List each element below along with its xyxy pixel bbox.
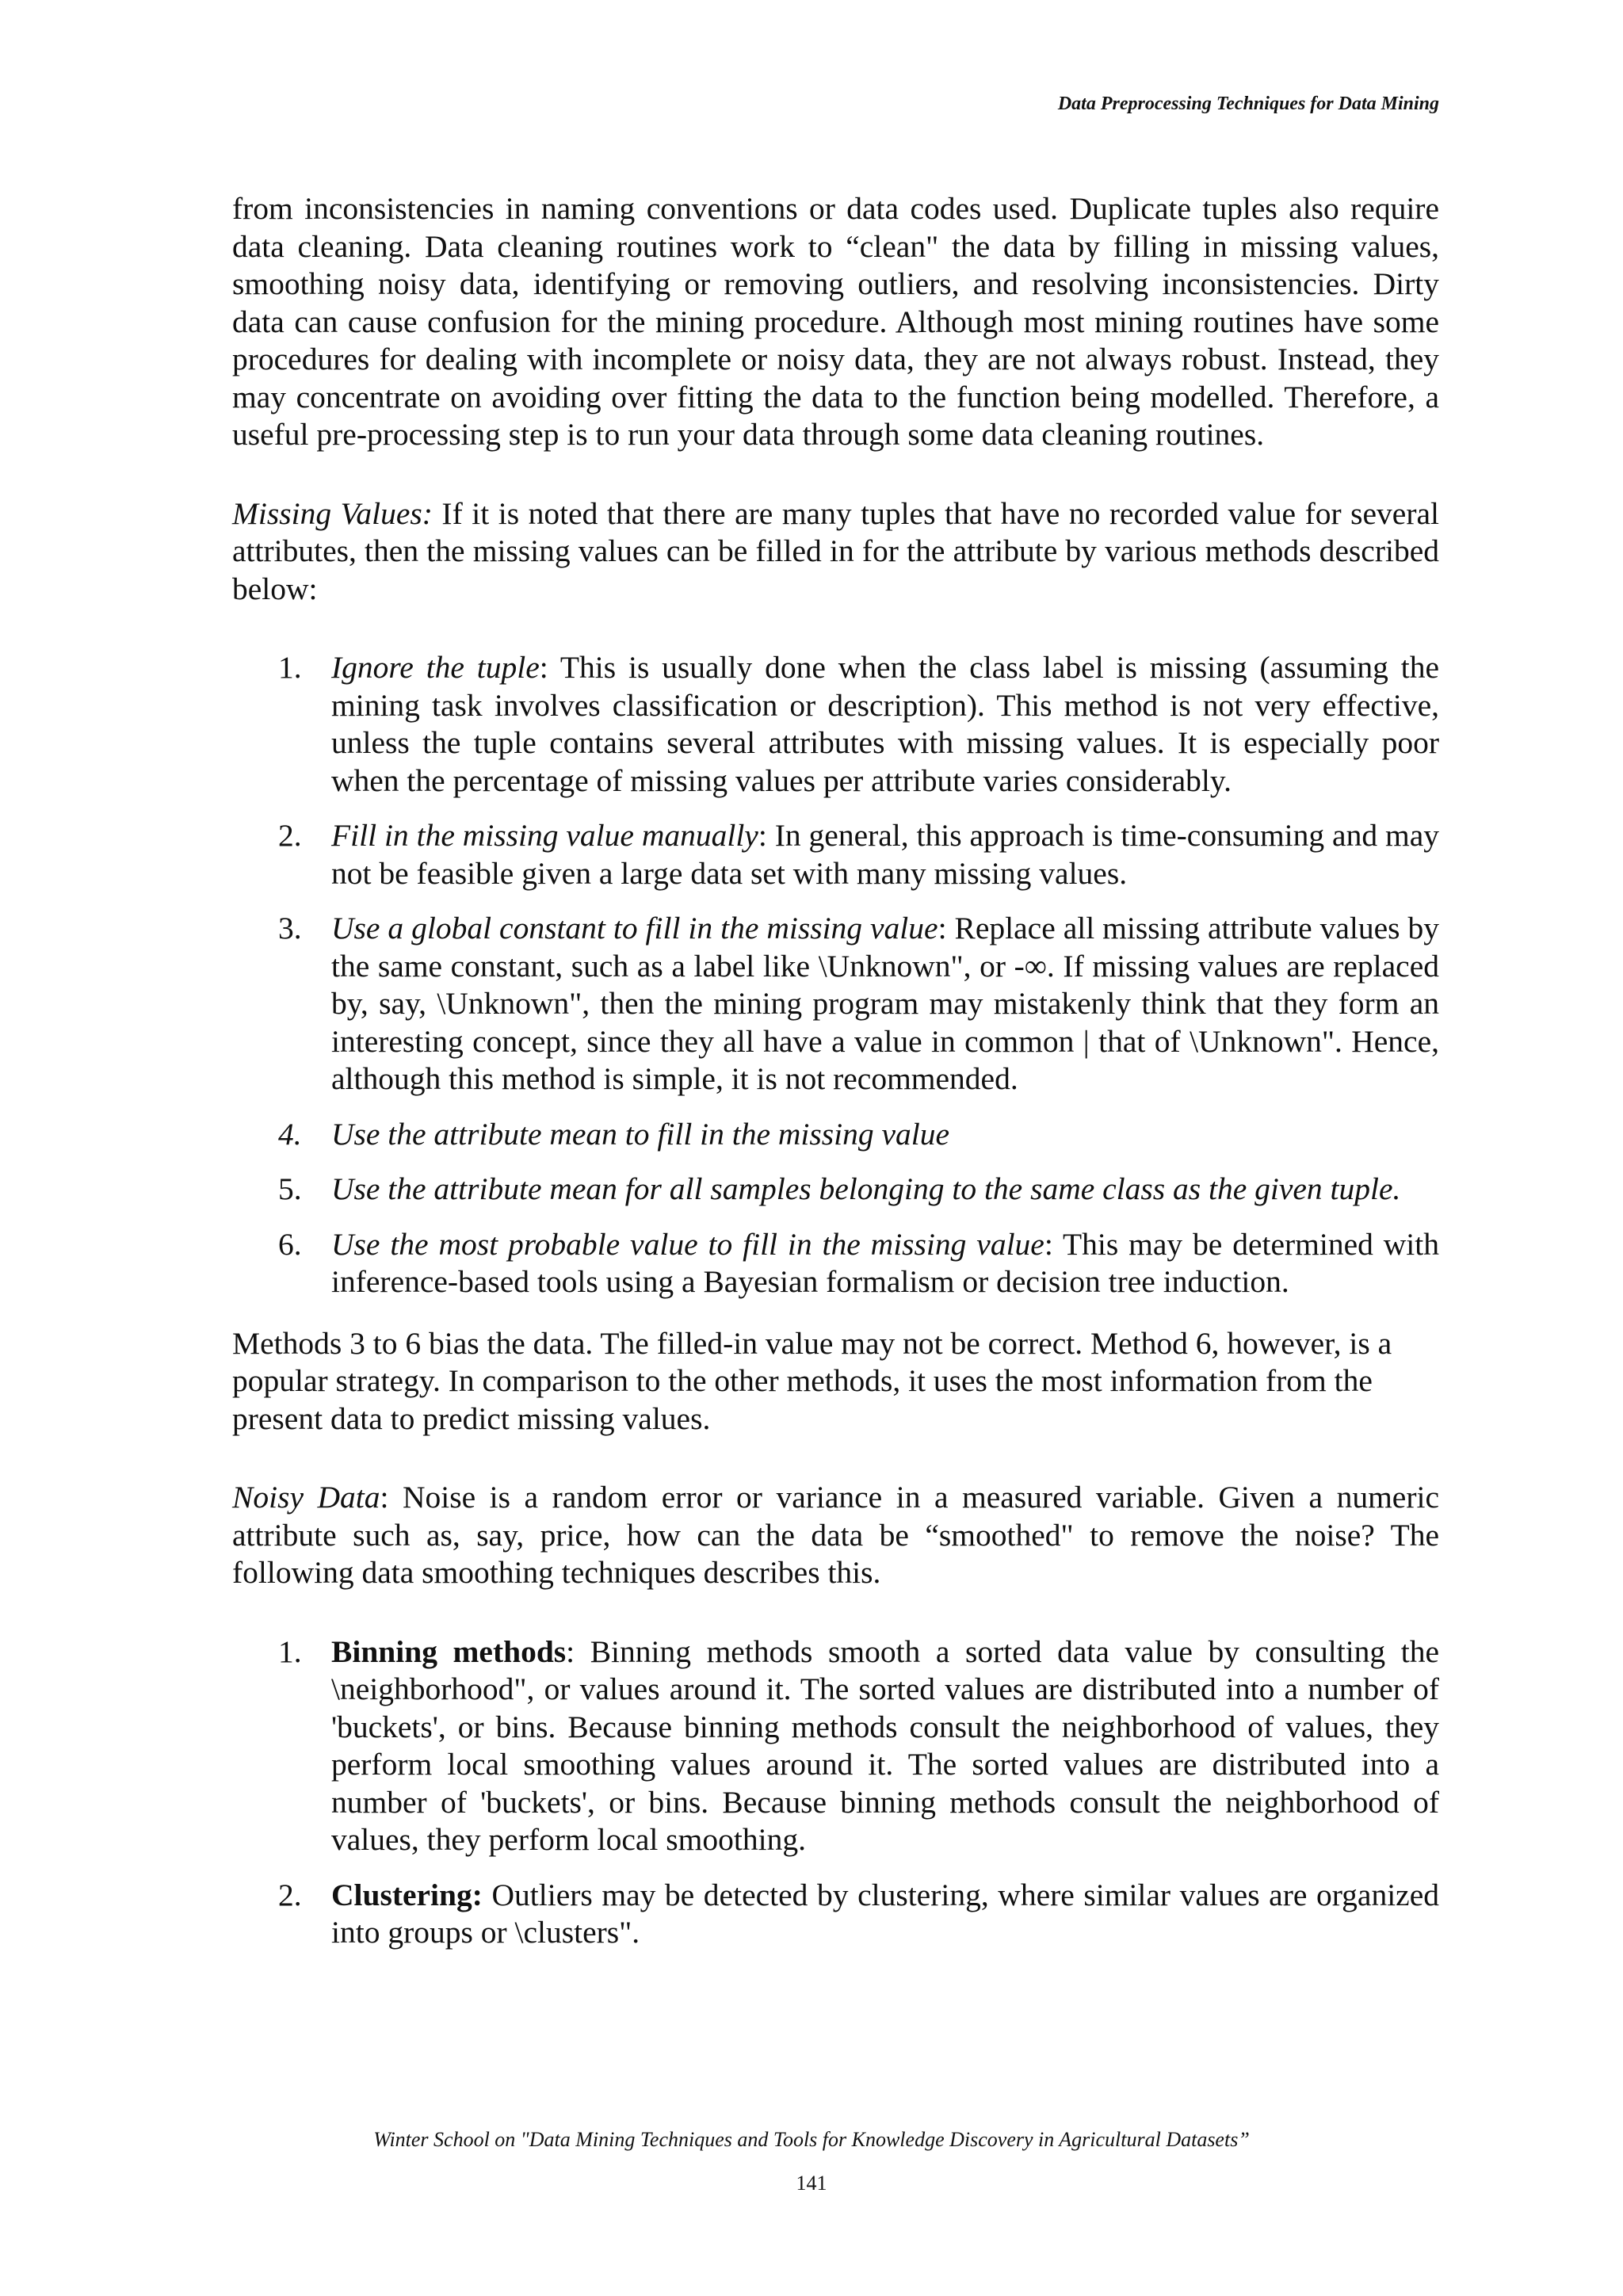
item-text: : This may be determined with inference-based tools using a Bayesian formalism or decision tree induction. — [331, 1226, 1439, 1299]
item-text: Outliers may be detected by clustering, where similar values are organized into groups or \clusters". — [331, 1877, 1439, 1950]
item-text: : In general, this approach is time-consuming and may not be feasible given a large data set with many missing values. — [331, 818, 1439, 891]
footer: Winter School on "Data Mining Techniques and Tools for Knowledge Discovery in Agricultural Datasets” — [373, 2128, 1250, 2151]
list-item — [232, 1116, 1439, 1154]
running-head: Data Preprocessing Techniques for Data Mining — [1057, 94, 1439, 114]
list-item — [232, 1877, 1439, 1952]
list-number: 5. — [278, 1171, 302, 1206]
noisy-data-text: : Noise is a random error or variance in a measured variable. Given a numeric attribute such as, say, price, how can the data be “smoothed" to remove the noise? The following data smoothing techniques describes this. — [232, 1480, 1439, 1590]
noisy-data-list — [232, 1633, 1439, 1952]
noisy-data-label: Noisy Data — [232, 1480, 380, 1515]
page-body — [232, 190, 1439, 1969]
list-item — [232, 649, 1439, 800]
page-number: 141 — [796, 2172, 827, 2195]
item-title: Clustering: — [331, 1877, 483, 1912]
list-number: 2. — [278, 818, 302, 853]
list-item — [232, 910, 1439, 1098]
methods-paragraph: Methods 3 to 6 bias the data. The filled-in value may not be correct. Method 6, however, is a popular strategy. In comparison to the other methods, it uses the most information from the present data to predict missing values. — [232, 1325, 1392, 1436]
missing-values-label: Missing Values: — [232, 495, 433, 531]
list-item — [232, 1171, 1439, 1209]
item-text: : Replace all missing attribute values by the same constant, such as a label like \Unknown", or -∞. If missing values are replaced by, say, \Unknown", then the mining program may mistakenly think that they form an interesting concept, since they all have a value in common | that of \Unknown". Hence, although this method is simple, it is not recommended. — [331, 911, 1439, 1096]
noisy-data-paragraph — [232, 1479, 1439, 1592]
list-number: 2. — [278, 1877, 302, 1912]
item-title: Ignore the tuple — [331, 650, 540, 685]
item-title: Use the attribute mean to fill in the missing value — [331, 1116, 950, 1152]
list-number: 4. — [278, 1116, 302, 1152]
item-title: Use the most probable value to fill in the missing value — [331, 1226, 1044, 1262]
list-number: 1. — [278, 1633, 302, 1669]
list-number: 1. — [278, 650, 302, 685]
item-title: Use a global constant to fill in the missing value — [331, 911, 938, 946]
item-text: : Binning methods smooth a sorted data value by consulting the \neighborhood", or values around it. The sorted values are distributed into a number of 'buckets', or bins. Because binning methods consult the neighborhood of values, they perform local smoothing values around it. The sorted values are distributed into a number of 'buckets', or bins. Because binning methods consult the neighborhood of values, they perform local smoothing. — [331, 1633, 1439, 1857]
list-number: 3. — [278, 911, 302, 946]
list-item — [232, 1226, 1439, 1301]
missing-values-paragraph — [232, 495, 1439, 609]
item-title: Binning methods — [331, 1633, 567, 1669]
missing-values-list — [232, 649, 1439, 1301]
list-number: 6. — [278, 1226, 302, 1262]
missing-values-text: If it is noted that there are many tuples that have no recorded value for several attributes, then the missing values can be filled in for the attribute by various methods described below: — [232, 495, 1439, 606]
list-item — [232, 817, 1439, 892]
list-item — [232, 1633, 1439, 1859]
intro-paragraph: from inconsistencies in naming conventions or data codes used. Duplicate tuples also require data cleaning. Data cleaning routines work to “clean" the data by filling in missing values, smoothing noisy data, identifying or removing outliers, and resolving inconsistencies. Dirty data can cause confusion for the mining procedure. Although most mining routines have some procedures for dealing with incomplete or noisy data, they are not always robust. Instead, they may concentrate on avoiding over fitting the data to the function being modelled. Therefore, a useful pre-processing step is to run your data through some data cleaning routines. — [232, 191, 1439, 452]
item-title: Fill in the missing value manually — [331, 818, 758, 853]
item-text: : This is usually done when the class label is missing (assuming the mining task involves classification or description). This method is not very effective, unless the tuple contains several attributes with missing values. It is especially poor when the percentage of missing values per attribute varies considerably. — [331, 650, 1439, 798]
item-title: Use the attribute mean for all samples belonging to the same class as the given tuple. — [331, 1171, 1401, 1206]
